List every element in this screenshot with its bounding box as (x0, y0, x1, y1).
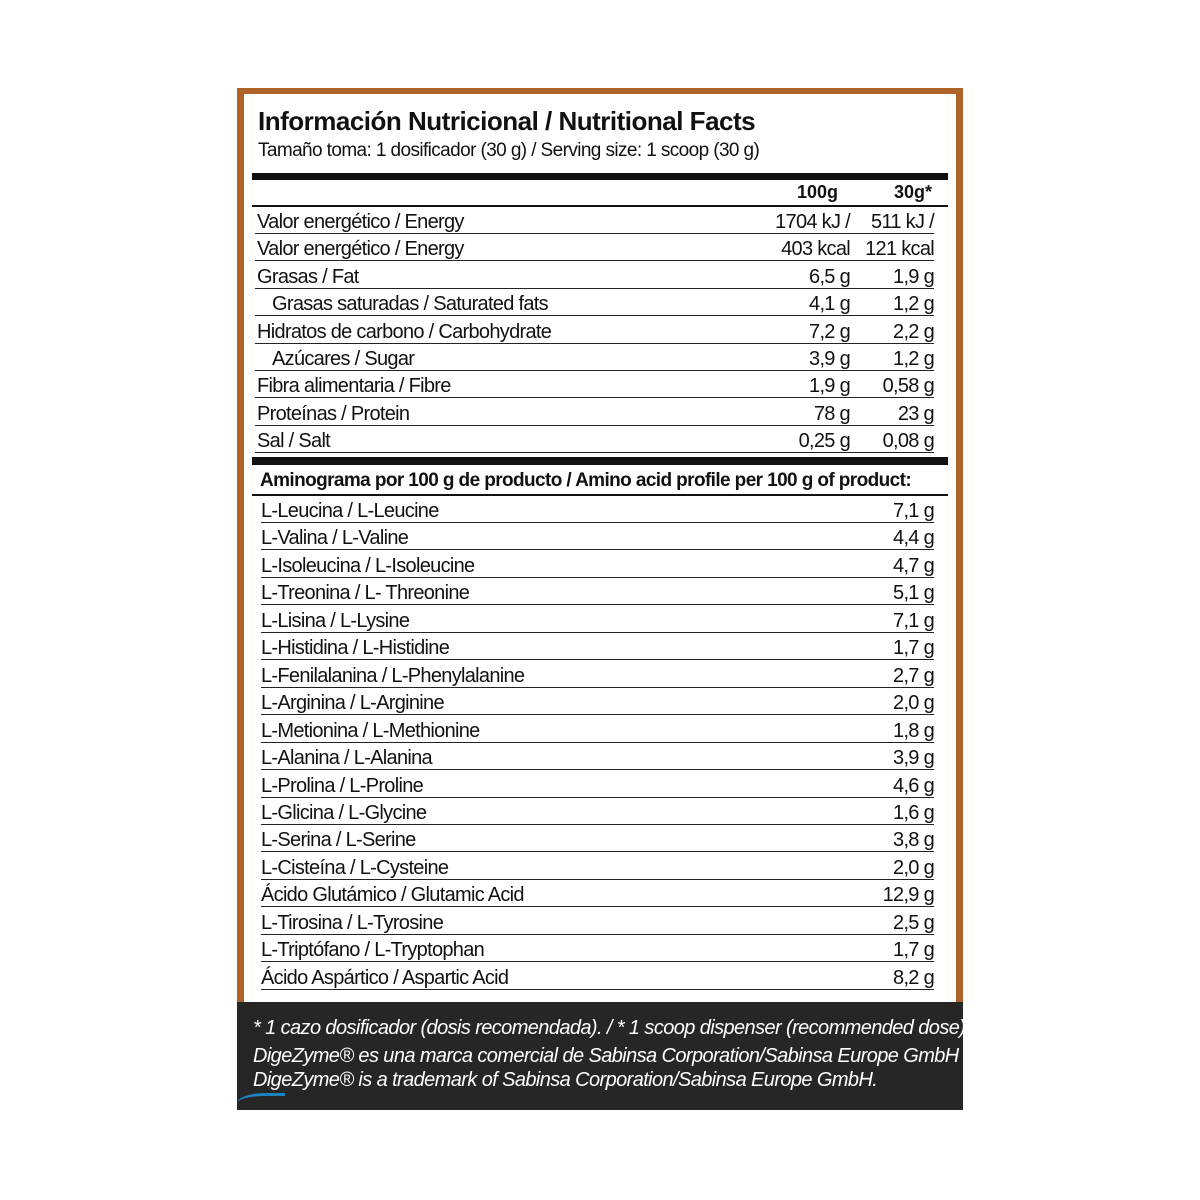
amino-label: L-Histidina / L-Histidine (261, 637, 450, 660)
amino-label: L-Leucina / L-Leucine (261, 500, 439, 522)
footnote-dose: * 1 cazo dosificador (dosis recomendada). / * 1 scoop dispenser (recommended dose). (253, 1017, 971, 1039)
row-underline (261, 989, 934, 990)
amino-label: Ácido Aspártico / Aspartic Acid (261, 966, 509, 989)
nutrition-row (252, 262, 948, 289)
amino-label: L-Isoleucina / L-Isoleucine (261, 554, 475, 577)
nutrient-value-100g: 3,9 g (809, 348, 850, 370)
nutrient-value-100g: 0,25 g (798, 430, 850, 453)
nutrient-label: Proteínas / Protein (257, 402, 410, 425)
column-headers (252, 180, 948, 204)
amino-row (252, 798, 948, 825)
nutrient-value-30g: 1,9 g (893, 265, 934, 288)
nutrient-value-100g: 403 kcal (781, 238, 850, 261)
amino-label: L-Arginina / L-Arginine (261, 692, 444, 715)
column-header-100g: 100g (796, 182, 838, 202)
nutrition-row (252, 317, 948, 344)
nutrient-value-100g: 1,9 g (809, 375, 850, 398)
nutrient-value-30g: 2,2 g (893, 320, 934, 343)
amino-value: 1,6 g (893, 801, 934, 824)
nutrient-value-30g: 1,2 g (893, 348, 934, 370)
serving-size: Tamaño toma: 1 dosificador (30 g) / Serving size: 1 scoop (30 g) (258, 140, 760, 161)
nutrition-row (252, 234, 948, 261)
nutrient-value-30g: 0,58 g (882, 375, 934, 398)
amino-label: L-Valina / L-Valine (261, 527, 409, 550)
amino-label: L-Alanina / L-Alanina (261, 747, 432, 770)
amino-label: L-Tirosina / L-Tyrosine (261, 911, 444, 934)
nutrient-label: Grasas saturadas / Saturated fats (272, 293, 548, 316)
amino-row (252, 523, 948, 550)
amino-value: 1,7 g (893, 939, 934, 962)
nutrition-row (252, 371, 948, 398)
amino-row (252, 743, 948, 770)
amino-label: L-Metionina / L-Methionine (261, 719, 480, 742)
amino-row (252, 496, 948, 523)
row-underline (255, 452, 934, 453)
amino-row (252, 716, 948, 743)
amino-value: 2,0 g (893, 692, 934, 715)
amino-row (252, 853, 948, 880)
amino-value: 1,7 g (893, 637, 934, 660)
amino-value: 7,1 g (893, 500, 934, 522)
top-thick-rule (252, 173, 948, 180)
amino-row (252, 825, 948, 852)
amino-row (252, 688, 948, 715)
amino-row (252, 963, 948, 990)
amino-value: 4,6 g (893, 774, 934, 797)
amino-row (252, 551, 948, 578)
amino-value: 5,1 g (893, 582, 934, 605)
nutrition-row (252, 207, 948, 234)
amino-label: Ácido Glutámico / Glutamic Acid (261, 884, 524, 907)
amino-value: 2,7 g (893, 664, 934, 687)
amino-row (252, 633, 948, 660)
trademark-es: DigeZyme® es una marca comercial de Sabinsa Corporation/Sabinsa Europe GmbH (253, 1045, 959, 1067)
nutrient-value-30g: 121 kcal (865, 238, 934, 261)
amino-label: L-Cisteína / L-Cysteine (261, 856, 449, 879)
amino-value: 3,8 g (893, 829, 934, 852)
amino-value: 4,4 g (893, 527, 934, 550)
nutrient-value-100g: 1704 kJ / (775, 211, 850, 233)
amino-label: L-Fenilalanina / L-Phenylalanine (261, 664, 525, 687)
nutrient-value-100g: 7,2 g (809, 320, 850, 343)
amino-heading: Aminograma por 100 g de producto / Amino acid profile per 100 g of product: (260, 470, 912, 491)
amino-value: 4,7 g (893, 554, 934, 577)
amino-value: 2,5 g (893, 911, 934, 934)
nutrient-label: Grasas / Fat (257, 265, 359, 288)
nutrient-value-30g: 1,2 g (893, 293, 934, 316)
amino-value: 3,9 g (893, 747, 934, 770)
nutrient-value-100g: 6,5 g (809, 265, 850, 288)
amino-label: L-Serina / L-Serine (261, 829, 416, 852)
amino-label: L-Lisina / L-Lysine (261, 609, 410, 632)
nutrient-value-30g: 23 g (897, 402, 934, 425)
nutrient-value-100g: 4,1 g (809, 293, 850, 316)
amino-row (252, 661, 948, 688)
trademark-en: DigeZyme® is a trademark of Sabinsa Corporation/Sabinsa Europe GmbH. (253, 1069, 878, 1091)
nutrition-row (252, 344, 948, 371)
nutrient-value-30g: 511 kJ / (871, 211, 934, 233)
amino-label: L-Triptófano / L-Tryptophan (261, 939, 485, 962)
nutrition-row (252, 426, 948, 453)
amino-value: 12,9 g (882, 884, 934, 907)
nutrient-label: Valor energético / Energy (257, 238, 464, 261)
amino-row (252, 935, 948, 962)
amino-row (252, 771, 948, 798)
column-header-30g: 30g* (893, 182, 932, 202)
nutrition-row (252, 289, 948, 316)
nutrient-value-30g: 0,08 g (882, 430, 934, 453)
amino-row (252, 606, 948, 633)
amino-label: L-Treonina / L- Threonine (261, 582, 470, 605)
nutrient-label: Valor energético / Energy (257, 211, 464, 233)
amino-label: L-Glicina / L-Glycine (261, 801, 427, 824)
mid-thick-rule (252, 457, 948, 465)
amino-value: 8,2 g (893, 966, 934, 989)
brand-swoosh (237, 1093, 285, 1110)
nutrient-label: Fibra alimentaria / Fibre (257, 375, 451, 398)
amino-row (252, 880, 948, 907)
page-title: Información Nutricional / Nutritional Facts (258, 106, 756, 136)
amino-label: L-Prolina / L-Proline (261, 774, 424, 797)
amino-value: 7,1 g (893, 609, 934, 632)
amino-value: 2,0 g (893, 856, 934, 879)
amino-row (252, 908, 948, 935)
footer-notes (237, 1002, 971, 1110)
nutrient-label: Azúcares / Sugar (272, 348, 415, 370)
nutrition-row (252, 399, 948, 426)
amino-row (252, 578, 948, 605)
nutrient-label: Sal / Salt (257, 430, 331, 453)
nutrient-label: Hidratos de carbono / Carbohydrate (257, 320, 552, 343)
amino-value: 1,8 g (893, 719, 934, 742)
nutrient-value-100g: 78 g (813, 402, 850, 425)
